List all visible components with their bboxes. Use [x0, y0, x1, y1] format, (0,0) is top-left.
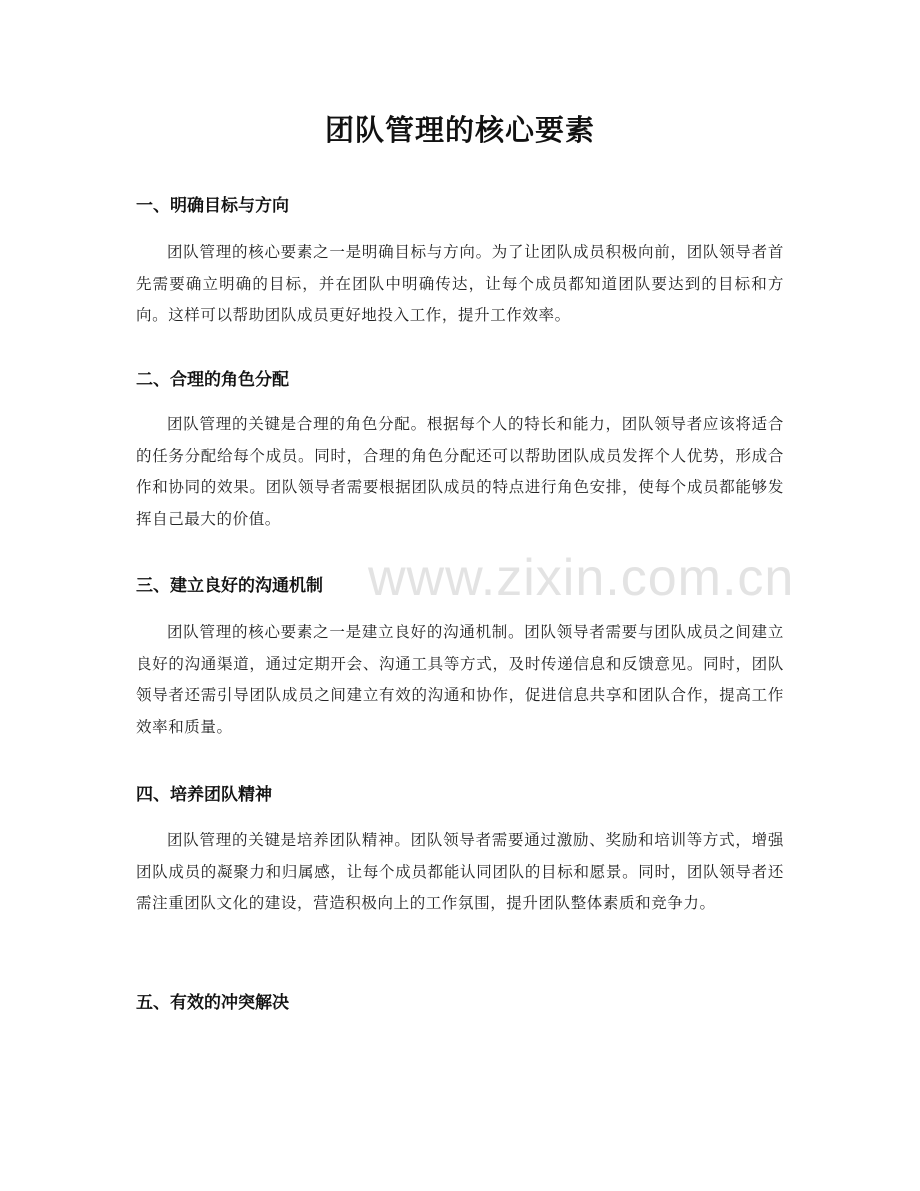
section-heading-5: 五、有效的冲突解决 — [136, 993, 289, 1013]
section-paragraph-3: 团队管理的核心要素之一是建立良好的沟通机制。团队领导者需要与团队成员之间建立良好的沟通渠道，通过定期开会、沟通工具等方式，及时传递信息和反馈意见。同时，团队领导者还需引导团队成员之间建立有效的沟通和协作，促进信息共享和团队合作，提高工作效率和质量。 — [136, 623, 784, 736]
page-title: 团队管理的核心要素 — [324, 113, 595, 147]
section-paragraph-4: 团队管理的关键是培养团队精神。团队领导者需要通过激励、奖励和培训等方式，增强团队成员的凝聚力和归属感，让每个成员都能认同团队的目标和愿景。同时，团队领导者还需注重团队文化的建设，营造积极向上的工作氛围，提升团队整体素质和竞争力。 — [136, 831, 784, 912]
section-paragraph-2: 团队管理的关键是合理的角色分配。根据每个人的特长和能力，团队领导者应该将适合的任务分配给每个成员。同时，合理的角色分配还可以帮助团队成员发挥个人优势，形成合作和协同的效果。团队领导者需要根据团队成员的特点进行角色安排，使每个成员都能够发挥自己最大的价值。 — [136, 415, 784, 528]
section-heading-3: 三、建立良好的沟通机制 — [136, 576, 323, 596]
section-heading-2: 二、合理的角色分配 — [136, 370, 289, 390]
section-paragraph-1: 团队管理的核心要素之一是明确目标与方向。为了让团队成员积极向前，团队领导者首先需要确立明确的目标，并在团队中明确传达，让每个成员都知道团队要达到的目标和方向。这样可以帮助团队成员更好地投入工作，提升工作效率。 — [136, 243, 784, 324]
section-heading-4: 四、培养团队精神 — [136, 785, 272, 805]
section-heading-1: 一、明确目标与方向 — [136, 196, 289, 216]
watermark: www.zixin.com.cn — [368, 549, 795, 607]
